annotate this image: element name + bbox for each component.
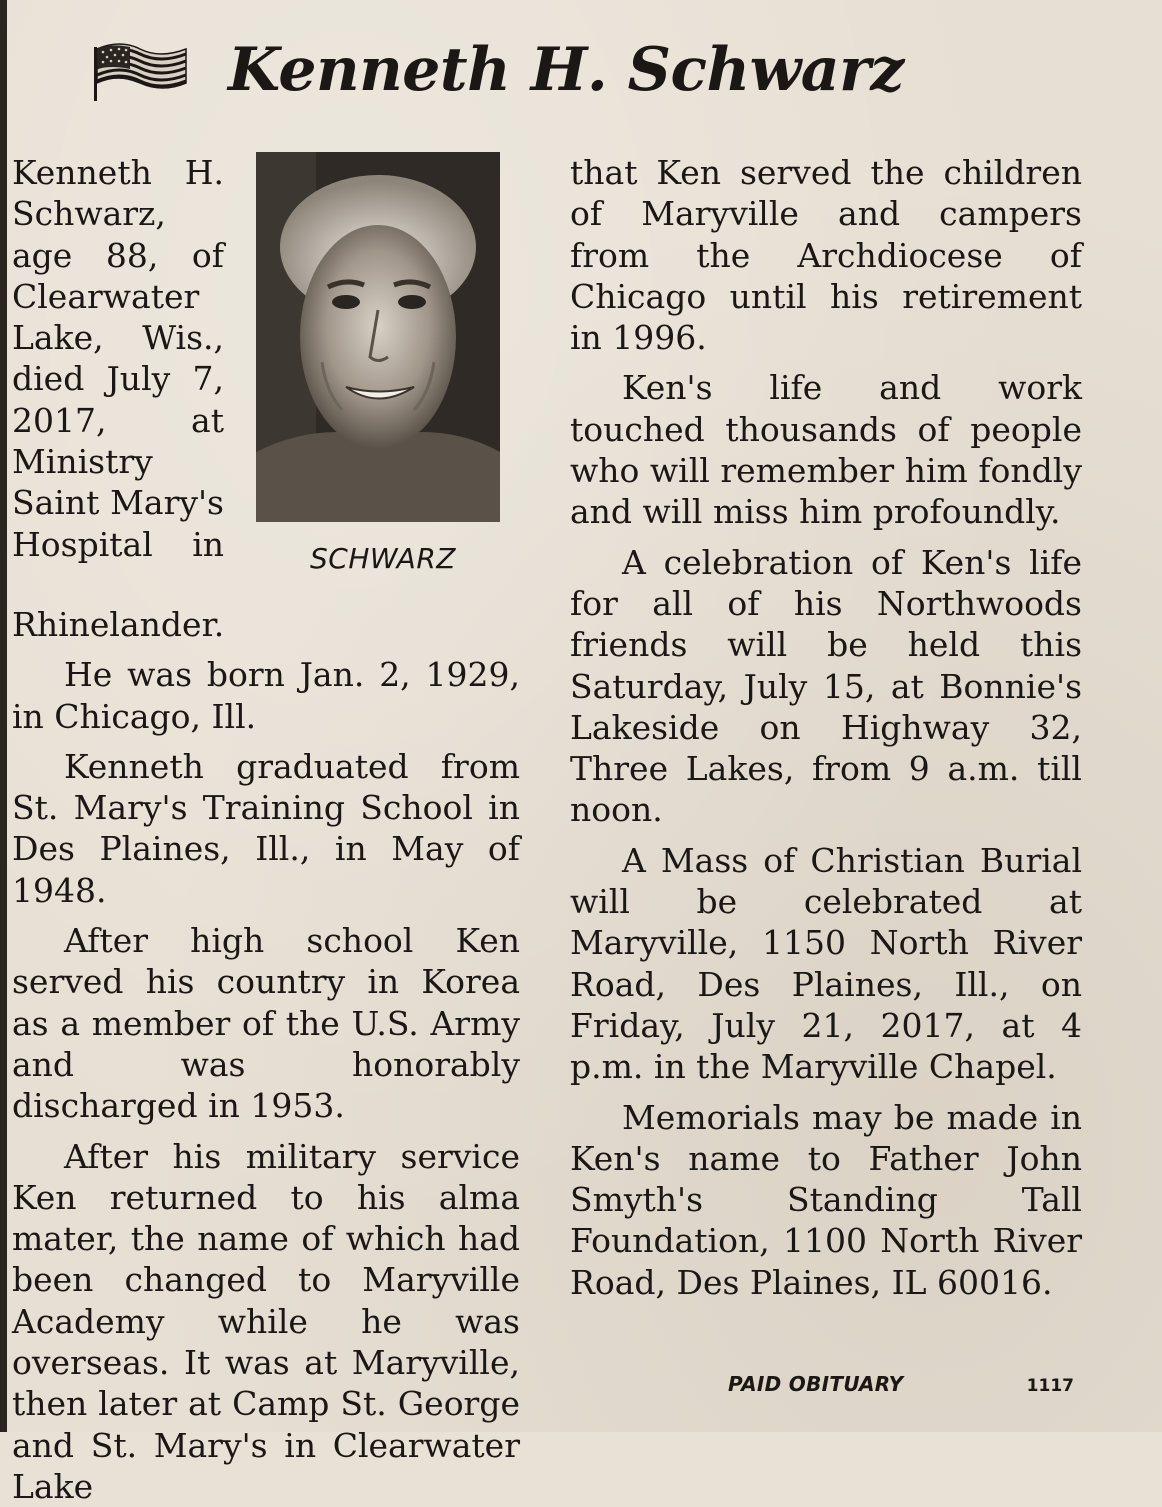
column-left bbox=[12, 152, 520, 1507]
column-right bbox=[570, 152, 1082, 1303]
paragraph: After his military service Ken returned to his alma mater, the name of which had been changed to Maryville Academy while he was overseas. It was at Maryville, then later at Camp St. George and St. Mary's in Clearwater Lake bbox=[12, 1136, 520, 1506]
photo-block bbox=[244, 152, 522, 604]
paragraph: Kenneth H. Schwarz, age 88, of Clearwater Lake, Wis., died July 7, 2017, at Ministry Saint Mary's Hospital in Rhinelander. bbox=[12, 153, 225, 644]
photo-caption: SCHWARZ bbox=[310, 542, 456, 575]
footer bbox=[570, 1372, 1082, 1396]
ad-code: 1117 bbox=[1026, 1376, 1074, 1396]
headline bbox=[90, 30, 904, 110]
scan-edge bbox=[0, 0, 7, 1432]
paragraph: After high school Ken served his country in Korea as a member of the U.S. Army and was honorably discharged in 1953. bbox=[12, 921, 520, 1126]
paragraph: that Ken served the children of Maryville and campers from the Archdiocese of Chicago until his retirement in 1996. bbox=[570, 153, 1082, 358]
paragraph: Memorials may be made in Ken's name to Father John Smyth's Standing Tall Foundation, 1100 North River Road, Des Plaines, IL 60016. bbox=[570, 1097, 1082, 1302]
portrait-photo bbox=[256, 152, 500, 522]
american-flag-icon bbox=[90, 39, 190, 101]
paragraph: He was born Jan. 2, 1929, in Chicago, Ill. bbox=[12, 655, 520, 736]
paragraph: A Mass of Christian Burial will be celebrated at Maryville, 1150 North River Road, Des Plaines, Ill., on Friday, July 21, 2017, at 4 p.m. in the Maryville Chapel. bbox=[570, 840, 1082, 1087]
paid-obituary-label: PAID OBITUARY bbox=[728, 1372, 904, 1396]
obituary-title: Kenneth H. Schwarz bbox=[228, 35, 904, 105]
paragraph: Kenneth graduated from St. Mary's Training School in Des Plaines, Ill., in May of 1948. bbox=[12, 746, 520, 910]
paragraph: A celebration of Ken's life for all of his Northwoods friends will be held this Saturday, July 15, at Bonnie's Lakeside on Highway 32, Three Lakes, from 9 a.m. till noon. bbox=[570, 542, 1082, 830]
paragraph: Ken's life and work touched thousands of people who will remember him fondly and will miss him profoundly. bbox=[570, 368, 1082, 532]
